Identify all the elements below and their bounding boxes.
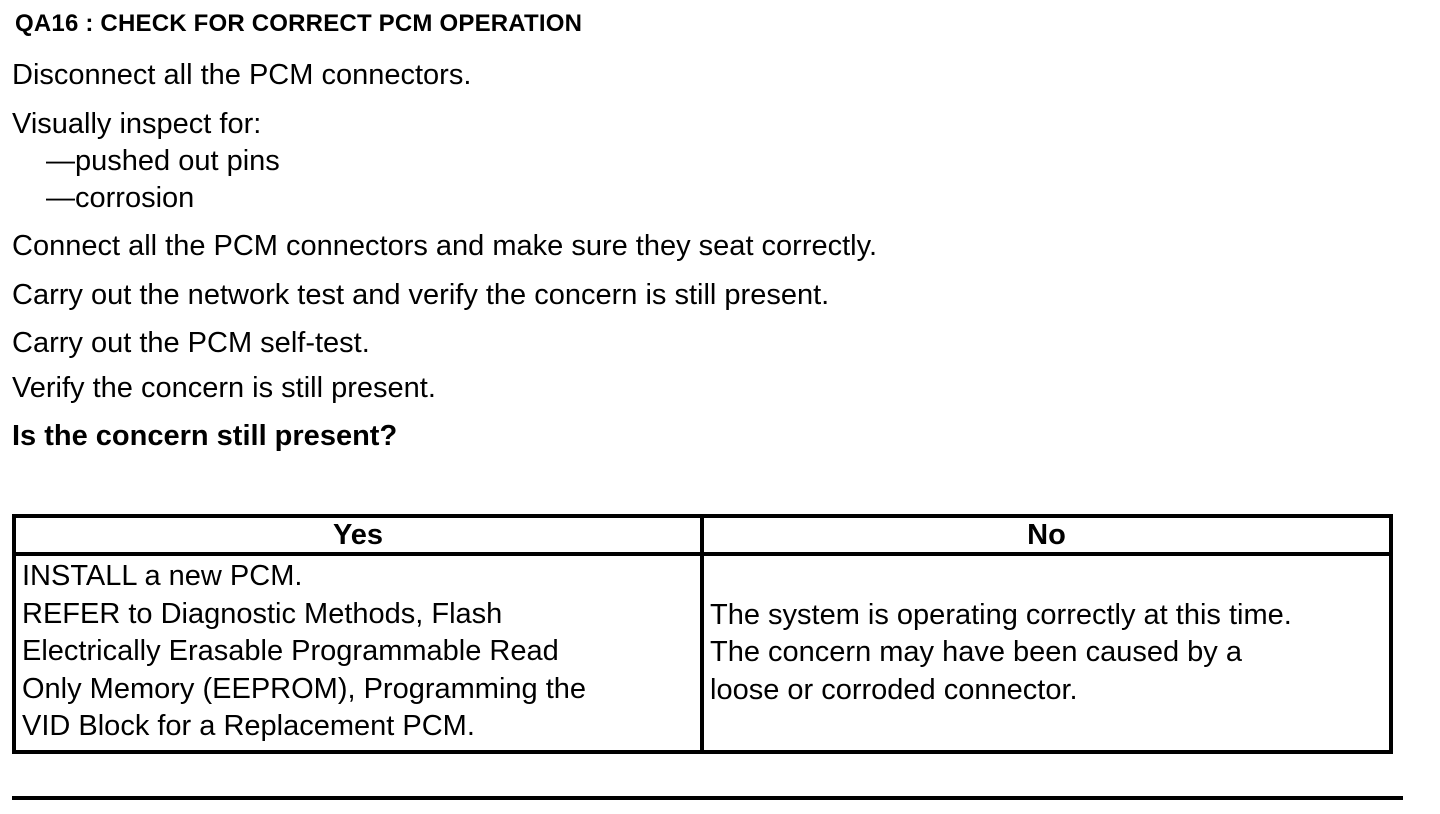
header-no: No bbox=[702, 516, 1391, 554]
header-yes: Yes bbox=[14, 516, 702, 554]
bullet-corrosion: —corrosion bbox=[46, 182, 195, 214]
yes-line: Electrically Erasable Programmable Read bbox=[22, 635, 559, 667]
yes-line: VID Block for a Replacement PCM. bbox=[22, 710, 475, 742]
table-header-row bbox=[14, 516, 1391, 554]
table-row bbox=[14, 554, 1391, 752]
instruction-connect: Connect all the PCM connectors and make sure they seat correctly. bbox=[12, 230, 878, 262]
yes-line: Only Memory (EEPROM), Programming the bbox=[22, 672, 587, 705]
yes-action-cell bbox=[14, 554, 702, 752]
no-line: The system is operating correctly at this time. bbox=[710, 598, 1292, 631]
result-table bbox=[12, 514, 1393, 754]
instruction-inspect: Visually inspect for: bbox=[12, 108, 262, 140]
bottom-divider bbox=[12, 796, 1403, 800]
no-action-cell bbox=[702, 554, 1391, 752]
no-line: loose or corroded connector. bbox=[710, 673, 1078, 706]
step-heading: QA16 : CHECK FOR CORRECT PCM OPERATION bbox=[15, 10, 583, 37]
diagnostic-question: Is the concern still present? bbox=[12, 420, 398, 452]
instruction-network-test: Carry out the network test and verify the concern is still present. bbox=[12, 279, 830, 311]
yes-line: REFER to Diagnostic Methods, Flash bbox=[22, 597, 503, 630]
yes-line: INSTALL a new PCM. bbox=[22, 560, 303, 592]
no-line: The concern may have been caused by a bbox=[710, 636, 1242, 668]
instruction-verify: Verify the concern is still present. bbox=[12, 372, 436, 404]
bullet-pushed-out-pins: —pushed out pins bbox=[46, 145, 280, 177]
instruction-self-test: Carry out the PCM self-test. bbox=[12, 327, 370, 359]
instruction-disconnect: Disconnect all the PCM connectors. bbox=[12, 59, 472, 91]
